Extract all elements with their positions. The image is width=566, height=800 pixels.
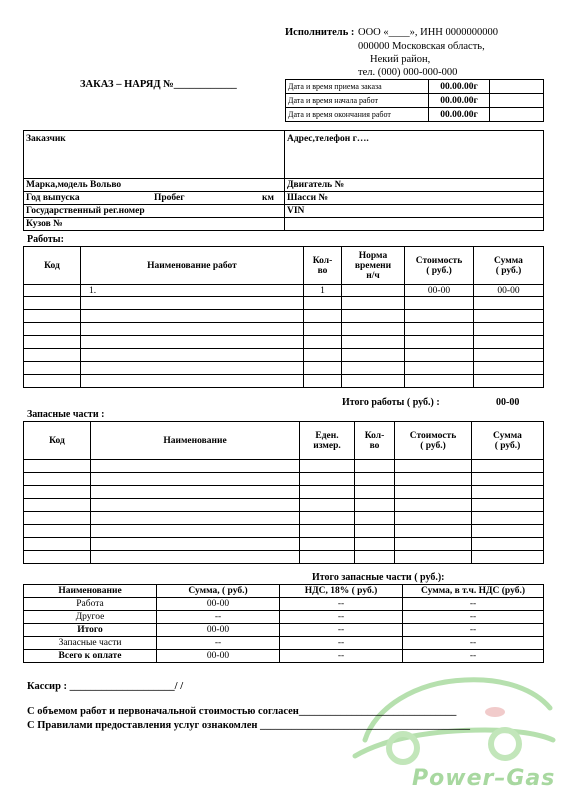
table-row [24, 538, 544, 551]
table-row: Запасные части -- -- -- [24, 637, 544, 650]
table-row: 1. 1 00-00 00-00 [24, 285, 544, 297]
executor-line2: 000000 Московская область, [358, 41, 485, 52]
date-end-value: 00.00.00г [429, 108, 490, 122]
table-row [24, 310, 544, 323]
parts-header-qty: Кол- во [355, 422, 395, 460]
parts-total-label: Итого запасные части ( руб.): [312, 572, 445, 583]
model-label: Марка,модель Вольво [24, 179, 285, 192]
body-label: Кузов № [24, 218, 285, 231]
works-header-qty: Кол- во [304, 247, 342, 285]
table-row [24, 551, 544, 564]
table-row: Работа 00-00 -- -- [24, 598, 544, 611]
summary-header-vat: НДС, 18% ( руб.) [280, 585, 403, 598]
table-row: Всего к оплате 00-00 -- -- [24, 650, 544, 663]
date-receive-label: Дата и время приема заказа [286, 80, 429, 94]
reg-label: Государственный рег.номер [24, 205, 285, 218]
address-label: Адрес,телефон г…. [285, 131, 544, 179]
table-row [24, 525, 544, 538]
vin-label: VIN [285, 205, 544, 218]
date-start-value: 00.00.00г [429, 94, 490, 108]
summary-header-name: Наименование [24, 585, 157, 598]
table-row: Другое -- -- -- [24, 611, 544, 624]
parts-table [23, 421, 544, 564]
summary-header-sum: Сумма, ( руб.) [157, 585, 280, 598]
works-title: Работы: [27, 234, 64, 245]
parts-header-name: Наименование [91, 422, 300, 460]
executor-line1: ООО «____», ИНН 0000000000 [358, 27, 498, 38]
table-row [24, 375, 544, 388]
works-total-label: Итого работы ( руб.) : [342, 397, 440, 408]
mileage-label: Пробег [154, 193, 185, 203]
parts-header-code: Код [24, 422, 91, 460]
works-header-name: Наименование работ [81, 247, 304, 285]
cashier-line: Кассир : ____________________/ / [27, 681, 184, 692]
dates-table [285, 79, 544, 122]
date-end-label: Дата и время окончания работ [286, 108, 429, 122]
table-row [24, 473, 544, 486]
car-body-swoosh [355, 730, 553, 756]
date-start-label: Дата и время начала работ [286, 94, 429, 108]
client-table [23, 130, 544, 231]
table-row [24, 460, 544, 473]
year-cell [24, 192, 285, 205]
table-row [24, 349, 544, 362]
km-label: км [262, 193, 274, 203]
works-header-sum: Сумма ( руб.) [474, 247, 544, 285]
customer-label: Заказчик [24, 131, 285, 179]
summary-header-total: Сумма, в т.ч. НДС (руб.) [403, 585, 544, 598]
rear-wheel-icon [491, 730, 519, 758]
order-title: ЗАКАЗ – НАРЯД №____________ [80, 79, 237, 90]
engine-label: Двигатель № [285, 179, 544, 192]
table-row [24, 499, 544, 512]
table-row [24, 512, 544, 525]
table-row [24, 336, 544, 349]
summary-table [23, 584, 544, 663]
parts-header-unit: Еден. измер. [300, 422, 355, 460]
parts-title: Запасные части : [27, 409, 105, 420]
headlight-icon [485, 707, 505, 717]
executor-label: Исполнитель : [285, 27, 355, 38]
watermark-text: Power–Gas [412, 766, 556, 791]
works-table [23, 246, 544, 388]
works-header-code: Код [24, 247, 81, 285]
table-row [24, 297, 544, 310]
chassis-label: Шасси № [285, 192, 544, 205]
parts-header-sum: Сумма ( руб.) [472, 422, 544, 460]
executor-line4: тел. (000) 000-000-000 [358, 67, 458, 78]
table-row [24, 323, 544, 336]
works-total-value: 00-00 [496, 397, 520, 408]
year-label: Год выпуска [26, 193, 80, 203]
executor-line3: Некий район, [370, 54, 431, 65]
table-row [24, 362, 544, 375]
works-header-norm: Норма времени н/ч [342, 247, 405, 285]
parts-header-cost: Стоимость ( руб.) [395, 422, 472, 460]
agree-scope-line: С объемом работ и первоначальной стоимостью согласен______________________________ [27, 706, 457, 717]
works-header-cost: Стоимость ( руб.) [405, 247, 474, 285]
table-row: Итого 00-00 -- -- [24, 624, 544, 637]
agree-rules-line: С Правилами предоставления услуг ознакомлен ________________________________________ [27, 720, 471, 731]
table-row [24, 486, 544, 499]
date-receive-value: 00.00.00г [429, 80, 490, 94]
